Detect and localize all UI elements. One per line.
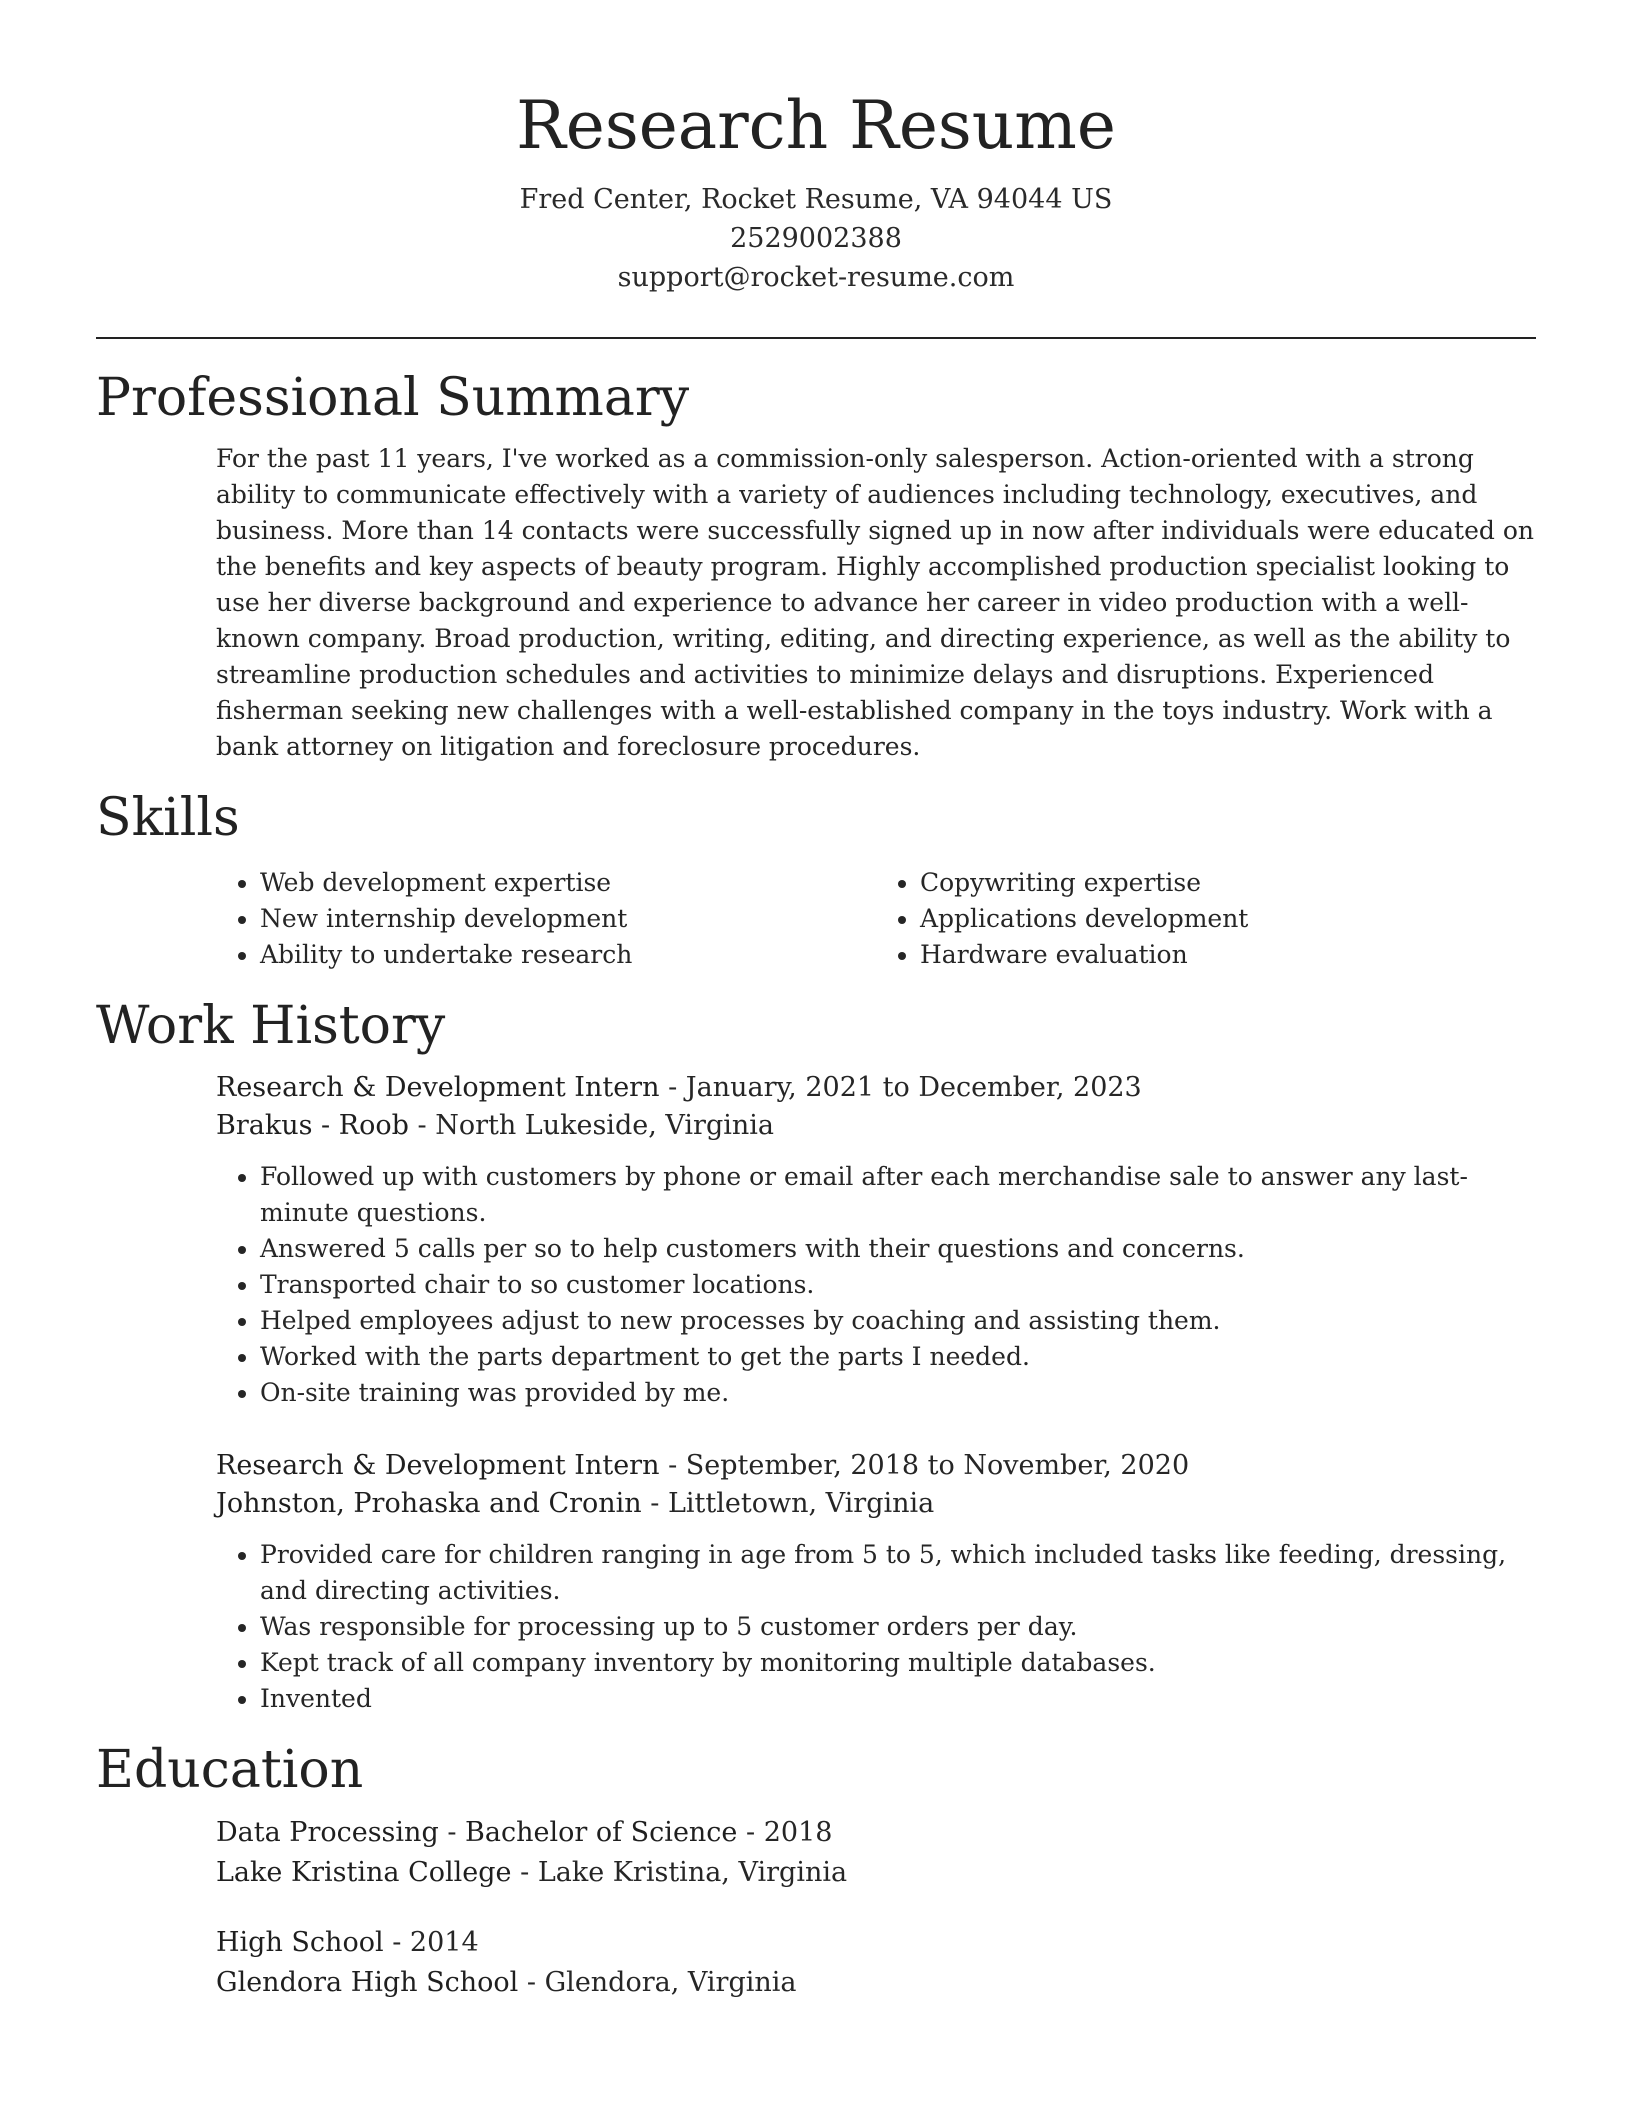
education-degree: Bachelor of Science [465, 1817, 738, 1848]
separator: - [650, 1488, 668, 1519]
skill-item: • Copywriting expertise [920, 865, 1536, 901]
job-title-line [216, 1447, 1536, 1485]
job-dates: January, 2021 to December, 2023 [685, 1072, 1142, 1103]
job-entry [216, 1447, 1536, 1717]
job-title-line [216, 1069, 1536, 1107]
contact-phone: 2529002388 [730, 223, 902, 254]
education-section [96, 1739, 1536, 2003]
separator: - [668, 1072, 686, 1103]
job-company: Johnston, Prohaska and Cronin [216, 1488, 642, 1519]
education-year: 2018 [763, 1817, 833, 1848]
resume-header [96, 0, 1536, 297]
job-bullet: • Invented [260, 1681, 1536, 1717]
job-location: Littletown, Virginia [667, 1488, 935, 1519]
skills-title: Skills [96, 788, 240, 848]
education-location: Glendora, Virginia [544, 1967, 797, 1998]
education-school-line [216, 1853, 1536, 1893]
contact-email: support@rocket-resume.com [617, 262, 1015, 293]
separator: - [668, 1450, 686, 1481]
job-bullet: • Followed up with customers by phone or email after each merchandise sale to answer any last-minute questions. [260, 1159, 1536, 1231]
education-degree-line [216, 1923, 1536, 1963]
contact-block [96, 180, 1536, 297]
job-bullet: • Helped employees adjust to new processes by coaching and assisting them. [260, 1303, 1536, 1339]
job-bullet: • Transported chair to so customer locations. [260, 1267, 1536, 1303]
job-role: Research & Development Intern [216, 1450, 660, 1481]
job-bullets [216, 1537, 1536, 1717]
summary-text: For the past 11 years, I've worked as a commission-only salesperson. Action-oriented with a strong ability to communicate effectively with a variety of audiences including technology, executives, and business. More than 14 contacts were successfully signed up in now after individuals were educated on the benefits and key aspects of beauty program. Highly accomplished production specialist looking to use her diverse background and experience to advance her career in video production with a well-known company. Broad production, writing, editing, and directing experience, as well as the ability to streamline production schedules and activities to minimize delays and disruptions. Experienced fisherman seeking new challenges with a well-established company in the toys industry. Work with a bank attorney on litigation and foreclosure procedures. [216, 444, 1534, 761]
job-location: North Lukeside, Virginia [435, 1110, 774, 1141]
education-entry [216, 1813, 1536, 1893]
job-entry [216, 1069, 1536, 1411]
education-location: Lake Kristina, Virginia [537, 1857, 848, 1888]
job-bullet: • Answered 5 calls per so to help customers with their questions and concerns. [260, 1231, 1536, 1267]
job-company-line [216, 1485, 1536, 1523]
skill-item: • Web development expertise [260, 865, 876, 901]
skills-grid [216, 865, 1536, 973]
skill-item: • Ability to undertake research [260, 937, 876, 973]
education-field: High School [216, 1927, 384, 1958]
skills-list-right [876, 865, 1536, 973]
separator: - [746, 1817, 764, 1848]
separator: - [520, 1857, 538, 1888]
skill-item: • Applications development [920, 901, 1536, 937]
skills-section [96, 787, 1536, 973]
separator: - [392, 1927, 410, 1958]
separator: - [526, 1967, 545, 1998]
job-company: Brakus - Roob [216, 1110, 409, 1141]
separator: - [417, 1110, 436, 1141]
work-title: Work History [96, 996, 446, 1056]
education-title: Education [96, 1740, 364, 1800]
job-bullet: • Provided care for children ranging in age from 5 to 5, which included tasks like feeding, dressing, and directing activities. [260, 1537, 1536, 1609]
education-field: Data Processing [216, 1817, 439, 1848]
job-bullets [216, 1159, 1536, 1411]
education-school: Lake Kristina College [216, 1857, 512, 1888]
education-entry [216, 1923, 1536, 2003]
job-bullet: • Worked with the parts department to get the parts I needed. [260, 1339, 1536, 1375]
education-year: 2014 [409, 1927, 479, 1958]
job-bullet: • Kept track of all company inventory by monitoring multiple databases. [260, 1645, 1536, 1681]
skill-item: • New internship development [260, 901, 876, 937]
skill-item: • Hardware evaluation [920, 937, 1536, 973]
resume-name: Research Resume [516, 87, 1116, 164]
job-bullet: • Was responsible for processing up to 5 customer orders per day. [260, 1609, 1536, 1645]
education-school: Glendora High School [216, 1967, 519, 1998]
education-degree-line [216, 1813, 1536, 1853]
job-company-line [216, 1107, 1536, 1145]
summary-section [96, 367, 1536, 765]
skills-list-left [216, 865, 876, 973]
job-role: Research & Development Intern [216, 1072, 660, 1103]
education-school-line [216, 1963, 1536, 2003]
work-section [96, 995, 1536, 1717]
job-dates: September, 2018 to November, 2020 [685, 1450, 1190, 1481]
separator: - [447, 1817, 466, 1848]
summary-title: Professional Summary [96, 368, 690, 428]
contact-address: Fred Center, Rocket Resume, VA 94044 US [519, 184, 1113, 215]
header-divider [96, 337, 1536, 339]
job-bullet: • On-site training was provided by me. [260, 1375, 1536, 1411]
